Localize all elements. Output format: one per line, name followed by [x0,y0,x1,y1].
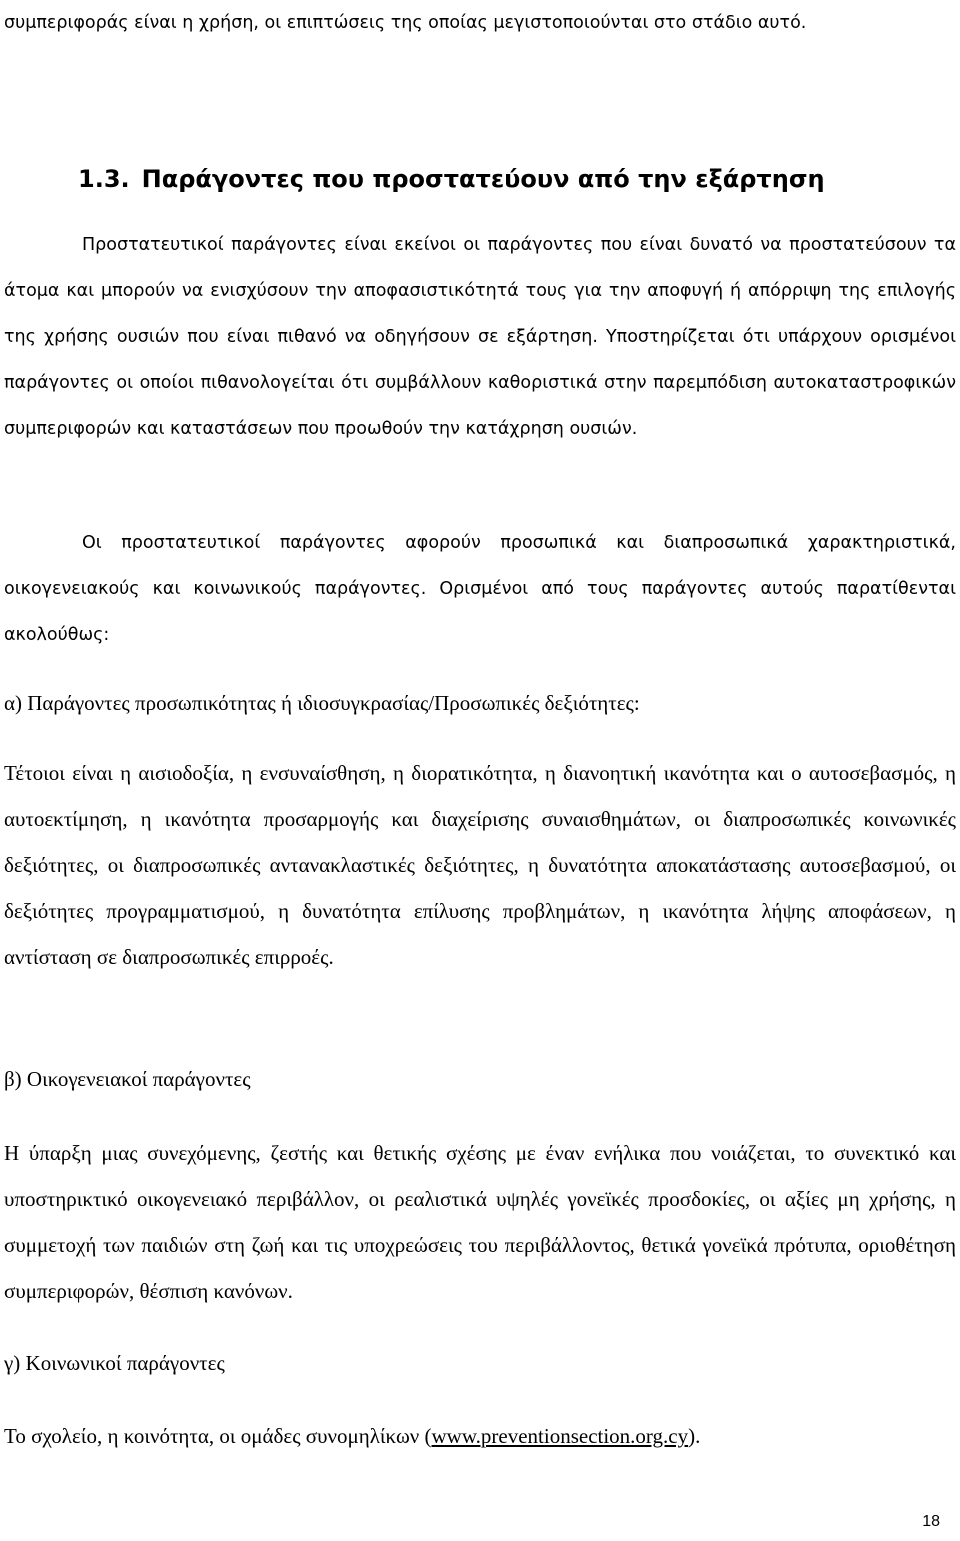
paragraph-text: Προστατευτικοί παράγοντες είναι εκείνοι οι παράγοντες που είναι δυνατό να προστατεύσουν τα άτομα και μπορούν να ενισχύσουν την αποφασιστικότητά τους για την αποφυγή ή απόρριψη της επιλογής της χρήσης ουσιών που είναι πιθανό να οδηγήσουν σε εξάρτηση. Υποστηρίζεται ότι υπάρχουν ορισμένοι παράγοντες οι οποίοι πιθανολογείται ότι συμβάλλουν καθοριστικά στην παρεμπόδιση αυτοκαταστροφικών συμπεριφορών και καταστάσεων που προωθούν την κατάχρηση ουσιών. [4,235,956,439]
paragraph-text [0,1413,960,1459]
paragraph-text: Οι προστατευτικοί παράγοντες αφορούν προσωπικά και διαπροσωπικά χαρακτηριστικά, οικογενειακούς και κοινωνικούς παράγοντες. Ορισμένοι από τους παράγοντες αυτούς παρατίθενται ακολούθως: [4,533,956,645]
intro-text: συμπεριφοράς είναι η χρήση, οι επιπτώσεις της οποίας μεγιστοποιούνται στο στάδιο αυτό. [4,13,807,33]
section-heading [78,156,825,202]
section-number: 1.3. [78,165,130,193]
paragraph-family-factors [0,1130,960,1314]
text-after-link: ). [688,1424,701,1448]
subheading-personality-factors [0,680,960,726]
subheading-social-factors [0,1340,960,1386]
subheading-text: α) Παράγοντες προσωπικότητας ή ιδιοσυγκρασίας/Προσωπικές δεξιότητες: [4,691,640,715]
subheading-family-factors [0,1056,960,1102]
paragraph-text: Η ύπαρξη μιας συνεχόμενης, ζεστής και θετικής σχέσης με έναν ενήλικα που νοιάζεται, το συνεκτικό και υποστηρικτικό οικογενειακό περιβάλλον, οι ρεαλιστικά υψηλές γονεϊκές προσδοκίες, οι αξίες μη χρήσης, η συμμετοχή των παιδιών στη ζωή και τις υποχρεώσεις του περιβάλλοντος, θετικά γονεϊκά πρότυπα, οριοθέτηση συμπεριφορών, θέσπιση κανόνων. [4,1141,956,1303]
section-title: Παράγοντες που προστατεύουν από την εξάρτηση [141,165,825,193]
page-number: 18 [922,1513,940,1530]
paragraph-text: Τέτοιοι είναι η αισιοδοξία, η ενσυναίσθηση, η διορατικότητα, η διανοητική ικανότητα και ο αυτοσεβασμός, η αυτοεκτίμηση, η ικανότητα προσαρμογής και διαχείρισης συναισθημάτων, οι διαπροσωπικές κοινωνικές δεξιότητες, οι διαπροσωπικές αντανακλαστικές δεξιότητες, η δυνατότητα αποκατάστασης αυτοσεβασμού, οι δεξιότητες προγραμματισμού, η δυνατότητα επίλυσης προβλημάτων, η ικανότητα λήψης αποφάσεων, η αντίσταση σε διαπροσωπικές επιρροές. [4,761,956,969]
prevention-section-link[interactable]: www.preventionsection.org.cy [431,1424,689,1448]
text-before-link: Το σχολείο, η κοινότητα, οι ομάδες συνομηλίκων ( [4,1424,432,1448]
intro-paragraph [0,0,960,46]
paragraph-protective-categories [0,520,960,658]
subheading-text: γ) Κοινωνικοί παράγοντες [4,1351,225,1375]
subheading-text: β) Οικογενειακοί παράγοντες [4,1067,251,1091]
paragraph-protective-definition [0,222,960,452]
paragraph-personality-factors [0,750,960,980]
paragraph-social-factors [0,1413,960,1459]
